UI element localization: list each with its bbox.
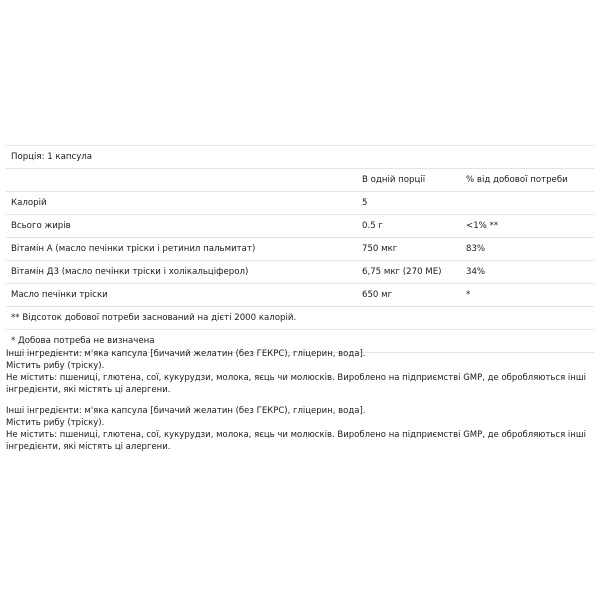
nutrient-amount: 0.5 г xyxy=(362,221,383,231)
footnote-not-established: * Добова потреба не визначена xyxy=(11,336,155,346)
per-serving-header: В одній порції xyxy=(362,175,426,185)
table-row xyxy=(6,214,594,237)
other-ingredients: Інші інгредієнти: м'яка капсула [бичачий желатин (без ГЕКРС), гліцерин, вода]. xyxy=(6,406,366,416)
nutrient-daily-value: * xyxy=(466,290,471,300)
other-ingredients: Інші інгредієнти: м'яка капсула [бичачий желатин (без ГЕКРС), гліцерин, вода]. xyxy=(6,349,366,359)
footnote-row xyxy=(6,306,594,329)
footnote-daily-value-basis: ** Відсоток добової потреби заснований на дієті 2000 калорій. xyxy=(11,313,297,323)
supplement-facts-table xyxy=(6,145,594,353)
allergen-statement: Не містить: пшениці, глютена, сої, кукурудзи, молока, яєць чи молюсків. Вироблено на підприємстві GMP, де обробляються інші інгредієнти, які містять ці алергени. xyxy=(6,430,586,452)
nutrient-name: Вітамін Д3 (масло печінки тріски і холікальціферол) xyxy=(11,267,249,277)
nutrient-name: Всього жирів xyxy=(11,221,71,231)
nutrient-daily-value: 83% xyxy=(466,244,486,254)
table-row xyxy=(6,191,594,214)
daily-value-header: % від добової потреби xyxy=(466,175,568,185)
nutrient-amount: 650 мг xyxy=(362,290,393,300)
nutrient-daily-value: <1% ** xyxy=(466,221,499,231)
header-row xyxy=(6,168,594,191)
allergen-statement: Не містить: пшениці, глютена, сої, кукурудзи, молока, яєць чи молюсків. Вироблено на підприємстві GMP, де обробляються інші інгредієнти, які містять ці алергени. xyxy=(6,373,586,395)
table-row xyxy=(6,260,594,283)
ingredients-block xyxy=(6,405,594,453)
table-row xyxy=(6,283,594,306)
contains-statement: Містить рибу (тріску). xyxy=(6,418,105,428)
nutrient-name: Калорій xyxy=(11,198,47,208)
ingredients-block xyxy=(6,348,594,396)
nutrient-amount: 5 xyxy=(362,198,368,208)
serving-size-row xyxy=(6,145,594,168)
nutrient-daily-value: 34% xyxy=(466,267,486,277)
contains-statement: Містить рибу (тріску). xyxy=(6,361,105,371)
nutrient-amount: 6,75 мкг (270 МЕ) xyxy=(362,267,442,277)
serving-size: Порція: 1 капсула xyxy=(11,152,93,162)
nutrient-amount: 750 мкг xyxy=(362,244,398,254)
nutrient-name: Масло печінки тріски xyxy=(11,290,108,300)
table-row xyxy=(6,237,594,260)
nutrient-name: Вітамін А (масло печінки тріски і ретинил пальмитат) xyxy=(11,244,256,254)
